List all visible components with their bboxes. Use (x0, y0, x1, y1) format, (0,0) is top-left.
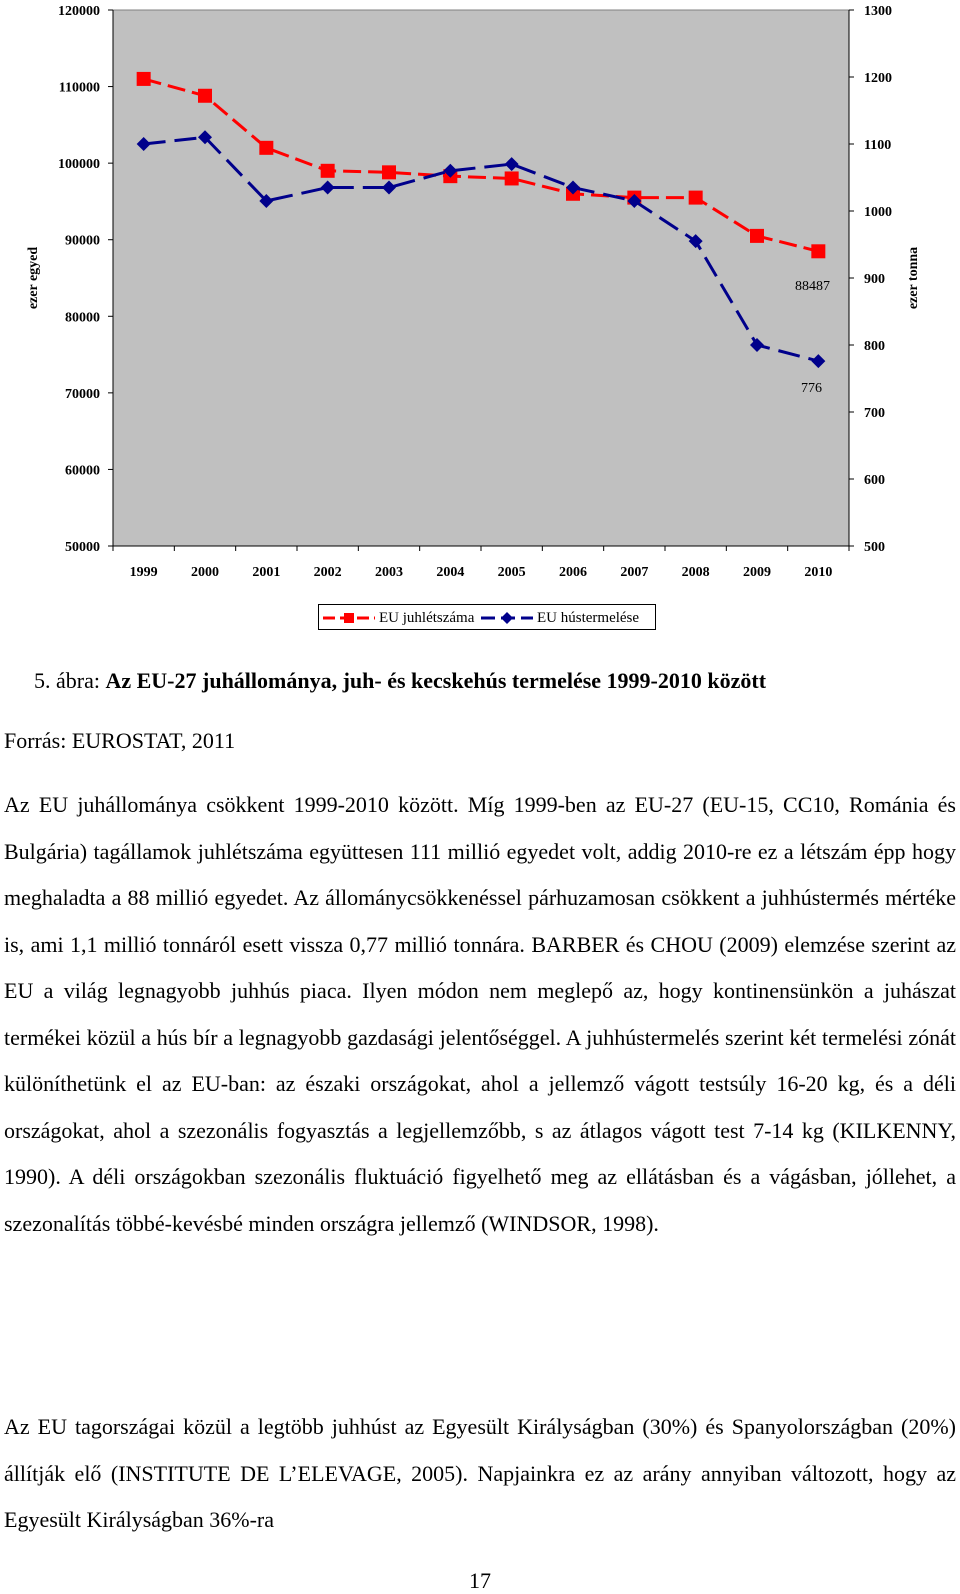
legend-label-meat: EU hústermelése (537, 609, 640, 626)
legend-entry-meat (481, 608, 639, 628)
data-label-meat-2010: 776 (801, 381, 822, 396)
body-paragraph-2 (4, 1404, 956, 1544)
body-paragraph-text: Az EU juhállománya csökkent 1999-2010 között. Míg 1999-ben az EU-27 (EU-15, CC10, Románia és Bulgária) tagállamok juhlétszáma együttesen 111 millió egyedet volt, addig 2010-re ez a létszám épp hogy meghaladta a 88 millió egyedet. Az állománycsökkenéssel párhuzamosan csökkent a juhhústermés mértéke is, ami 1,1 millió tonnáról esett vissza 0,77 millió tonnára. BARBER és CHOU (2009) elemzése szerint az EU a világ legnagyobb juhhús piaca. Ilyen módon nem meglepő az, hogy kontinensünkön a juhászat termékei közül a hús bír a legnagyobb gazdasági jelentőséggel. A juhhústermelés szerint két termelési zónát különíthetünk el az EU-ban: az északi országokat, ahol a jellemző vágott testsúly 16-20 kg, és a déli országokat, ahol a szezonális fogyasztás a legjellemzőbb, s az átlagos vágott test 7-14 kg (KILKENNY, 1990). A déli országokban szezonális fluktuáció figyelhető meg az ellátásban és a vágásban, jóllehet, a szezonalítás többé-kevésbé minden országra jellemző (WINDSOR, 1998). (4, 792, 956, 1236)
right-axis-title: ezer tonna (906, 246, 921, 310)
x-tick-label: 2007 (620, 565, 649, 580)
data-point-sheep (811, 244, 825, 258)
x-tick-label: 2010 (804, 565, 833, 580)
left-tick-label: 60000 (65, 463, 100, 479)
chart-legend (318, 604, 656, 630)
right-tick-label: 600 (864, 473, 885, 488)
data-point-sheep (750, 229, 764, 243)
legend-entry-sheep (323, 608, 474, 628)
right-y-axis (849, 4, 892, 555)
x-tick-label: 2009 (743, 565, 771, 580)
data-point-sheep (689, 191, 703, 205)
right-tick-label: 800 (864, 339, 885, 354)
left-tick-label: 50000 (65, 540, 100, 555)
legend-swatch-red-square-icon (323, 608, 375, 628)
body-paragraph-1 (4, 782, 956, 1247)
left-tick-label: 90000 (65, 233, 100, 249)
x-tick-label: 2002 (313, 565, 342, 580)
left-tick-label: 100000 (58, 157, 100, 173)
left-tick-label: 120000 (58, 4, 100, 19)
data-point-sheep (382, 165, 396, 179)
x-tick-label: 2003 (375, 565, 403, 580)
x-tick-label: 2004 (436, 565, 465, 580)
left-y-axis (58, 4, 113, 555)
plot-area (113, 10, 849, 546)
x-tick-label: 2005 (497, 565, 526, 580)
data-label-sheep-2010: 88487 (795, 279, 830, 294)
x-tick-label: 2006 (559, 565, 587, 580)
right-tick-label: 900 (864, 272, 885, 287)
figure-source: Forrás: EUROSTAT, 2011 (4, 728, 236, 753)
right-tick-label: 1000 (864, 205, 892, 220)
left-tick-label: 80000 (65, 310, 100, 326)
data-point-sheep (505, 171, 519, 185)
right-tick-label: 1100 (864, 138, 892, 153)
data-point-sheep (198, 89, 212, 103)
x-tick-label: 1999 (129, 565, 158, 580)
x-axis (113, 546, 849, 580)
page-number: 17 (469, 1568, 491, 1593)
data-point-sheep (259, 141, 273, 155)
legend-label-sheep: EU juhlétszáma (379, 609, 475, 626)
right-tick-label: 500 (864, 540, 885, 555)
figure-caption-label: 5. ábra: (34, 668, 106, 693)
legend-swatch-blue-diamond-icon (481, 608, 533, 628)
figure-caption (34, 668, 766, 694)
x-tick-label: 2001 (252, 565, 281, 580)
data-point-sheep (137, 72, 151, 86)
x-tick-label: 2008 (681, 565, 710, 580)
left-tick-label: 110000 (58, 80, 100, 96)
figure-caption-title: Az EU-27 juhállománya, juh- és kecskehús termelése 1999-2010 között (105, 668, 767, 693)
data-point-sheep (321, 164, 335, 178)
right-tick-label: 1300 (864, 4, 892, 19)
body-paragraph-text: Az EU tagországai közül a legtöbb juhhúst az Egyesült Királyságban (30%) és Spanyolországban (20%) állítják elő (INSTITUTE DE L’ELEVAGE, 2005). Napjainkra ez az arány annyiban változott, hogy az Egyesült Királyságban 36%-ra (4, 1414, 956, 1532)
x-tick-label: 2000 (191, 565, 219, 580)
right-tick-label: 700 (864, 406, 885, 421)
line-chart (0, 0, 960, 640)
left-axis-title: ezer egyed (26, 246, 41, 310)
right-tick-label: 1200 (864, 71, 892, 86)
left-tick-label: 70000 (65, 386, 100, 402)
